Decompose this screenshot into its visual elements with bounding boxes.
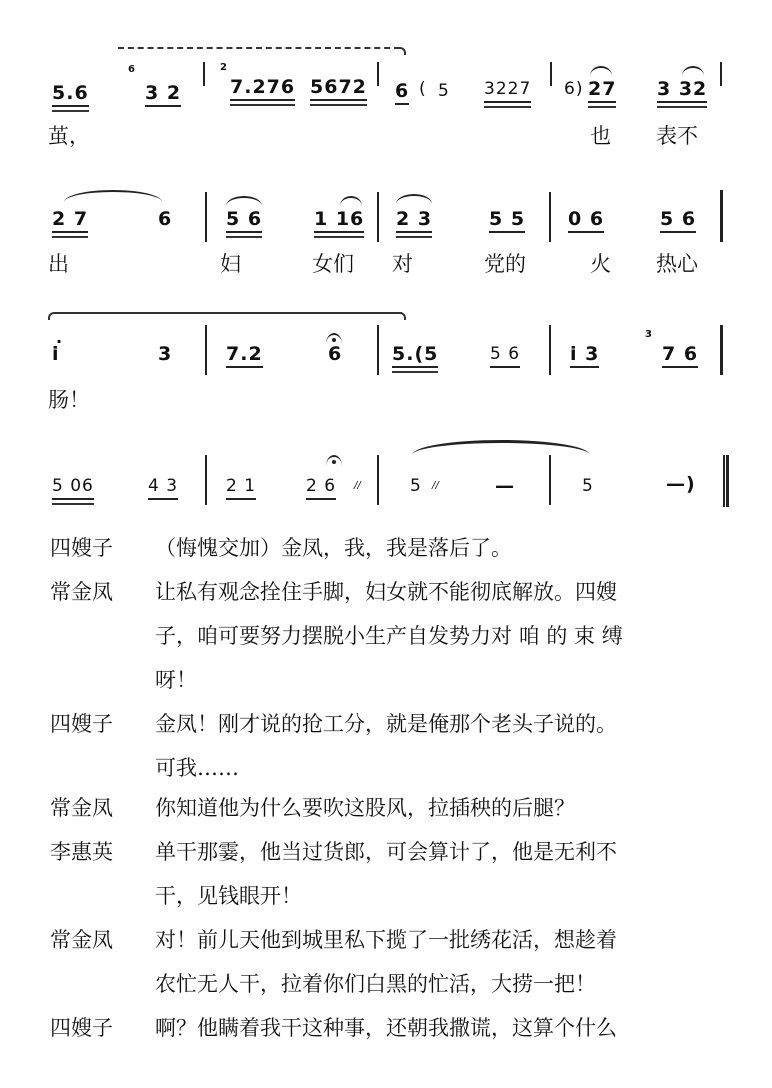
bar-line — [377, 455, 379, 505]
note-group: 7.2 — [226, 343, 263, 368]
slur-line — [48, 312, 402, 320]
speech-line: 你知道他为什么要吹这股风，拉插秧的后腿？ — [155, 796, 575, 820]
grace-note: 6 — [128, 64, 135, 75]
note-group: 6 — [158, 208, 173, 230]
slur-line — [118, 47, 400, 49]
note-group: 3 2 — [145, 82, 181, 107]
bar-line — [549, 325, 551, 375]
note-group: 27 — [588, 78, 616, 103]
speech-line: 可我…… — [155, 756, 239, 780]
speech-line: 农忙无人干，拉着你们白黑的忙活，大捞一把！ — [155, 972, 596, 996]
bar-line — [203, 62, 205, 86]
bar-line — [549, 455, 551, 505]
speech-line: 呀！ — [155, 668, 197, 692]
bar-line — [550, 62, 552, 86]
lyric: 女们 — [312, 252, 354, 276]
note-group: 2 6 — [306, 475, 336, 500]
note-group: 5 6 — [490, 343, 520, 368]
speech-line: （悔愧交加）金凤，我，我是落后了。 — [155, 536, 512, 560]
lyric: 也 — [590, 124, 611, 148]
bar-line — [720, 62, 722, 86]
slur — [226, 196, 262, 206]
speaker-name: 常金凤 — [50, 580, 113, 604]
grace-note: 2 — [220, 62, 227, 73]
speaker-name: 四嫂子 — [50, 536, 113, 560]
note-group: 5 06 — [52, 475, 94, 500]
lyric: 党的 — [484, 252, 526, 276]
note-group: · i — [52, 343, 60, 365]
slur — [396, 194, 432, 204]
bar-line — [377, 325, 379, 375]
lyric: 妇 — [220, 252, 241, 276]
note-group: 5.6 — [52, 82, 89, 107]
note-group: 3 32 — [657, 78, 707, 103]
note-group: 2 1 — [226, 475, 256, 500]
note-group: 2 3 — [396, 208, 432, 233]
grace-note: 3 — [645, 329, 652, 340]
note-group: 5.(5 — [392, 343, 438, 368]
speech-line: 对！前儿天他到城里私下揽了一批绣花活，想趁着 — [155, 928, 617, 952]
note-group: 4 3 — [148, 475, 178, 500]
speech-line: 金凤！刚才说的抢工分，就是俺那个老头子说的。 — [155, 712, 617, 736]
bar-line — [720, 325, 723, 375]
note-group: 5 — [582, 476, 594, 496]
bar-line — [205, 325, 207, 375]
speaker-name: 李惠英 — [50, 840, 113, 864]
fermata-icon — [326, 455, 342, 466]
speech-line: 让私有观念拴住手脚，妇女就不能彻底解放。四嫂 — [155, 580, 617, 604]
lyric: 对 — [392, 252, 413, 276]
note-group: 6 — [395, 80, 409, 105]
note-group: 0 6 — [568, 208, 604, 233]
note-group: 5 6 — [660, 208, 696, 233]
slur — [682, 66, 704, 76]
lyric: 热心 — [656, 252, 698, 276]
final-double-bar-line — [723, 455, 729, 507]
note-group: 7.276 — [230, 76, 295, 101]
bracket-open: ( — [419, 79, 427, 99]
tremolo-mark: // — [432, 480, 439, 491]
note-group: 5 6 — [226, 208, 262, 233]
slur-hook — [396, 312, 406, 320]
note-extension: — — [495, 475, 515, 497]
lyric: 出 — [48, 252, 69, 276]
note-group: 6 — [328, 343, 343, 365]
speech-line: 啊？他瞒着我干这种事，还朝我撒谎，这算个什么 — [155, 1016, 617, 1040]
slur-hook — [396, 47, 406, 55]
speaker-name: 常金凤 — [50, 796, 113, 820]
speech-line: 子，咱可要努力摆脱小生产自发势力对 咱 的 束 缚 — [155, 624, 623, 648]
note-group: 5 — [410, 476, 422, 496]
bar-line — [377, 192, 379, 242]
speaker-name: 常金凤 — [50, 928, 113, 952]
tremolo-mark: // — [354, 480, 361, 491]
note-extension: —) — [666, 473, 696, 495]
note-group: 2 7 — [52, 208, 88, 233]
note-group: 1 16 — [314, 208, 364, 233]
lyric: 肠！ — [48, 388, 90, 412]
speech-line: 干，见钱眼开！ — [155, 884, 302, 908]
note-group: 5 5 — [489, 208, 525, 233]
slur — [590, 66, 612, 76]
lyric: 表不 — [656, 124, 698, 148]
bar-line — [205, 455, 207, 505]
slur — [64, 190, 162, 202]
note-group: 7 6 — [662, 343, 698, 368]
slur — [412, 440, 590, 455]
bar-line — [549, 192, 551, 242]
speech-line: 单干那霎，他当过货郎，可会算计了，他是无利不 — [155, 840, 617, 864]
bar-line — [720, 190, 723, 242]
note-group: 6) — [564, 79, 584, 99]
lyric: 火 — [590, 252, 611, 276]
note-group: 5672 — [310, 76, 367, 101]
lyric: 茧， — [48, 124, 90, 148]
note-group: i 3 — [570, 343, 599, 368]
bar-line — [377, 62, 379, 86]
note-group: 5 — [438, 81, 450, 101]
slur — [340, 196, 362, 206]
bar-line — [205, 192, 207, 242]
note-group: 3227 — [484, 78, 531, 103]
note-group: 3 — [158, 343, 173, 365]
speaker-name: 四嫂子 — [50, 712, 113, 736]
speaker-name: 四嫂子 — [50, 1016, 113, 1040]
